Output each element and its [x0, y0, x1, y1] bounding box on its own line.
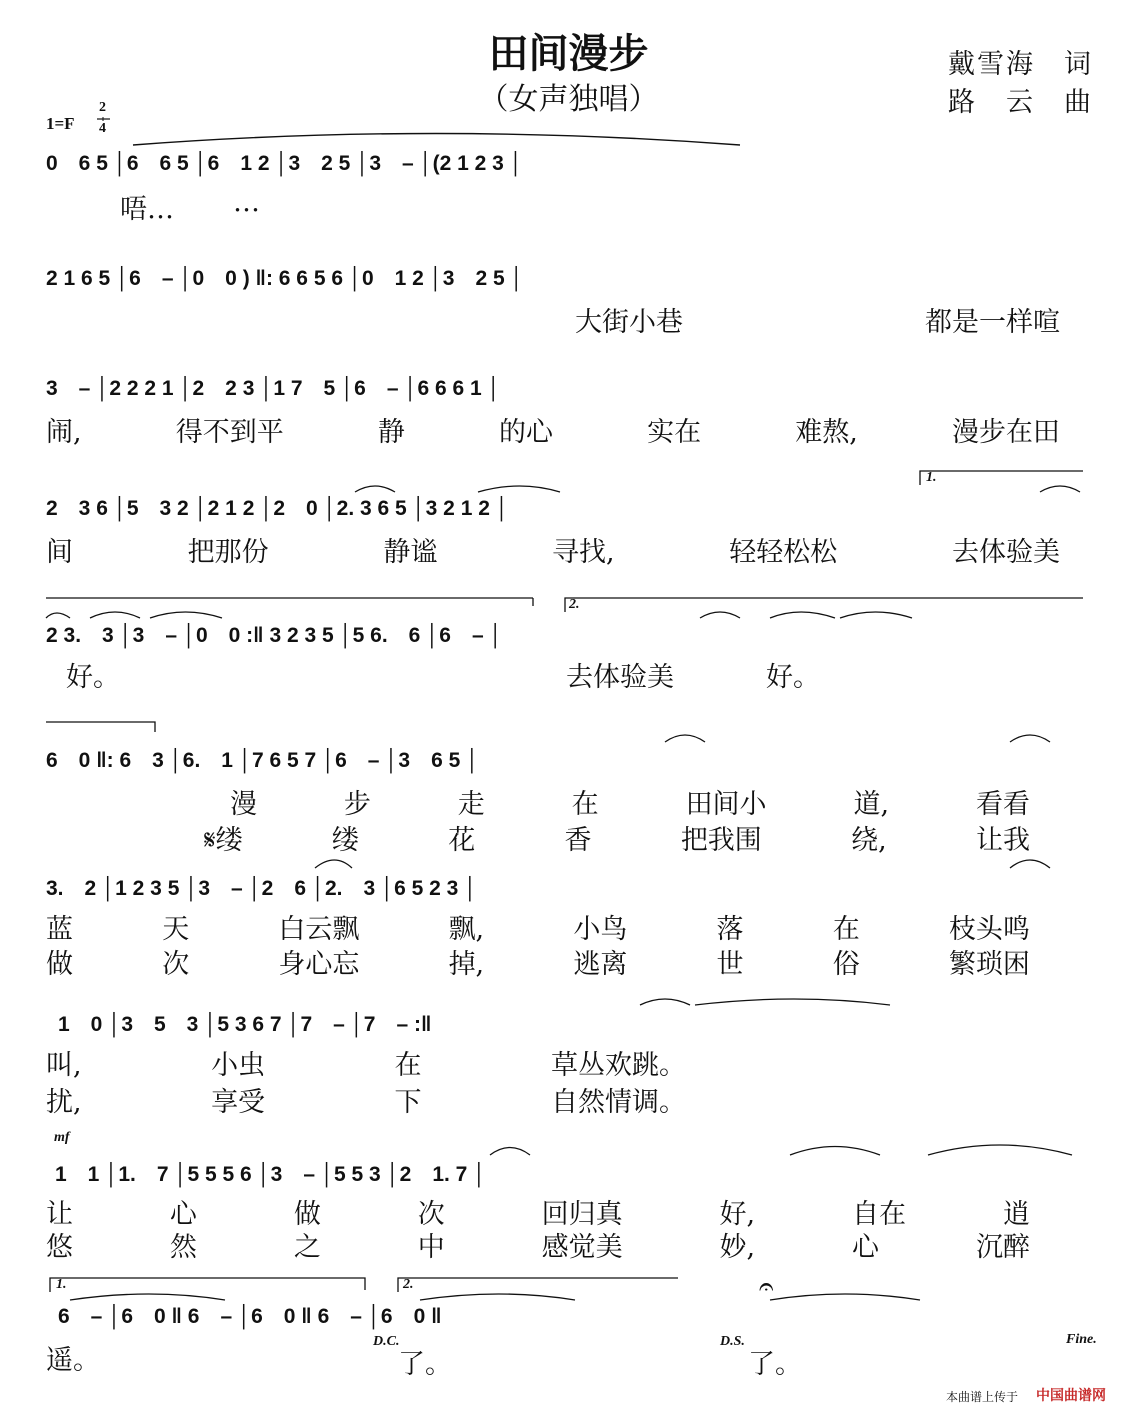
- system-7-lyrics-verse2: [46, 942, 1030, 981]
- lyric: 轻轻松松: [729, 537, 838, 568]
- volta-2-label-end: 2.: [403, 1277, 414, 1292]
- fermata-icon: 𝄐: [759, 1272, 774, 1302]
- lyric: 田间小: [685, 789, 767, 820]
- lyric: 天: [162, 914, 190, 945]
- lyric: 静: [377, 417, 405, 448]
- lyric: …: [233, 187, 260, 218]
- lyric: 漫步在田: [951, 417, 1060, 448]
- system-1-notes: 0 6 5 │6 6 5 │6 1 2 │3 2 5 │3 – │(2 1 2 3 │: [46, 152, 523, 175]
- lyric: 把那份: [187, 537, 269, 568]
- system-5-notes: 2 3. 3 │3 – │0 0 :‖ 3 2 3 5 │5 6. 6 │6 – │: [46, 624, 503, 647]
- lyric: 叫,: [46, 1050, 82, 1081]
- system-7-notes: 3. 2 │1 2 3 5 │3 – │2 6 │2. 3 │6 5 2 3 │: [46, 877, 478, 900]
- dynamic-mf: mf: [54, 1130, 70, 1145]
- lyric: 缕: [331, 825, 359, 856]
- lyric: 俗: [832, 949, 860, 980]
- lyric: 中: [417, 1232, 445, 1263]
- lyric: 飘,: [448, 914, 485, 945]
- lyric: 感觉美: [541, 1232, 623, 1263]
- lyric: 间: [46, 537, 73, 568]
- lyric: 实在: [647, 417, 702, 448]
- da-capo-marker: D.C.: [373, 1334, 400, 1349]
- time-signature-top: 2: [99, 100, 106, 115]
- system-4-notes: 2 3 6 │5 3 2 │2 1 2 │2 0 │2. 3 6 5 │3 2 1 2 │: [46, 497, 509, 520]
- system-8-lyrics: [46, 1043, 686, 1082]
- system-8-lyrics-verse2: [46, 1080, 686, 1119]
- lyric: 都是一样喧: [925, 307, 1060, 338]
- lyric: 悠: [46, 1232, 73, 1263]
- upload-note: 本曲谱上传于: [946, 1390, 1019, 1404]
- lyric: 下: [394, 1087, 422, 1118]
- lyric: 身心忘: [278, 949, 360, 980]
- key-signature: 1=F: [46, 114, 75, 133]
- lyric: 寻找,: [552, 537, 615, 568]
- fine-marker: Fine.: [1066, 1332, 1097, 1347]
- lyric: 做: [293, 1199, 321, 1230]
- lyric: 心: [169, 1199, 197, 1230]
- volta-2-label: 2.: [569, 597, 580, 612]
- lyric: 看看: [975, 789, 1030, 820]
- lyric: 把我围: [680, 825, 762, 856]
- lyric: 小虫: [211, 1050, 266, 1081]
- lyric: 唔…: [120, 194, 174, 225]
- lyric: 难熬,: [795, 417, 858, 448]
- lyric: 大街小巷: [575, 307, 683, 338]
- lyric: 得不到平: [175, 417, 284, 448]
- system-10-notes: 6 – │6 0 ‖ 6 – │6 0 ‖ 6 – │6 0 ‖: [58, 1305, 442, 1328]
- lyric: 做: [46, 949, 73, 980]
- lyric: 绕,: [851, 825, 887, 856]
- site-logo: 中国曲谱网: [1036, 1388, 1106, 1404]
- lyric: 道,: [853, 789, 890, 820]
- lyric: 香: [564, 825, 592, 856]
- system-2-notes: 2 1 6 5 │6 – │0 0 ) ‖: 6 6 5 6 │0 1 2 │3 2 5 │: [46, 267, 524, 290]
- lyric: 了。: [398, 1349, 452, 1380]
- system-9-notes: 1 1 │1. 7 │5 5 5 6 │3 – │5 5 3 │2 1. 7 │: [55, 1163, 487, 1186]
- lyric: 逃离: [573, 949, 628, 980]
- lyric: 扰,: [46, 1087, 82, 1118]
- lyric: 漫: [230, 789, 257, 820]
- lyric: 的心: [498, 417, 553, 448]
- song-subtitle: （女声独唱）: [478, 82, 659, 117]
- lyric: 好。: [66, 662, 120, 693]
- lyric: 走: [457, 789, 485, 820]
- lyric: 世: [716, 949, 744, 980]
- lyric: 次: [162, 949, 190, 980]
- lyric: 白云飘: [278, 914, 360, 945]
- lyric: 在: [394, 1050, 422, 1081]
- system-4-lyrics: [46, 530, 1060, 569]
- song-title: 田间漫步: [488, 30, 649, 77]
- time-signature-bottom: 4: [99, 121, 106, 136]
- lyric: 享受: [211, 1087, 266, 1118]
- system-6-notes: 6 0 ‖: 6 3 │6. 1 │7 6 5 7 │6 – │3 6 5 │: [46, 749, 480, 772]
- lyric: 让我: [976, 825, 1030, 856]
- lyric: 在: [571, 789, 599, 820]
- system-3-notes: 3 – │2 2 2 1 │2 2 3 │1 7 5 │6 – │6 6 6 1 │: [46, 377, 501, 400]
- lyric: 回归真: [541, 1199, 623, 1230]
- lyric: 遥。: [46, 1345, 100, 1376]
- lyric: 花: [448, 825, 476, 856]
- lyric: 自然情调。: [551, 1087, 686, 1118]
- system-6-lyrics: [230, 782, 1030, 821]
- system-8-notes: 1 0 │3 5 3 │5 3 6 7 │7 – │7 – :‖: [58, 1013, 432, 1036]
- system-3-lyrics: [46, 410, 1060, 449]
- system-1-lyrics: [120, 187, 260, 226]
- lyric: 小鸟: [573, 914, 628, 945]
- volta-1-label-end: 1.: [56, 1277, 67, 1292]
- dal-segno-marker: D.S.: [720, 1334, 745, 1349]
- lyric: 闹,: [46, 417, 82, 448]
- lyric: 自在: [852, 1199, 907, 1230]
- lyricist-credit: 戴雪海 词: [948, 49, 1093, 80]
- lyric: 了。: [748, 1349, 802, 1380]
- lyric: 妙,: [719, 1232, 756, 1263]
- lyric: 掉,: [448, 949, 485, 980]
- lyric: 心: [852, 1232, 880, 1263]
- lyric: 然: [169, 1232, 197, 1263]
- composer-credit: 路 云 曲: [948, 87, 1093, 118]
- lyric: 逍: [1002, 1199, 1030, 1230]
- lyric: 𝄋缕: [204, 825, 243, 856]
- system-9-lyrics-verse2: [46, 1225, 1030, 1264]
- lyric: 去体验美: [566, 662, 674, 693]
- lyric: 好,: [719, 1199, 756, 1230]
- lyric: 次: [417, 1199, 445, 1230]
- lyric: 静谧: [383, 537, 438, 568]
- lyric: 落: [716, 914, 744, 945]
- lyric: 沉醉: [975, 1232, 1030, 1263]
- lyric: 繁琐困: [948, 949, 1030, 980]
- system-2-lyrics: [575, 300, 1060, 339]
- lyric: 草丛欢跳。: [551, 1050, 686, 1081]
- lyric: 让: [46, 1199, 73, 1230]
- lyric: 在: [832, 914, 860, 945]
- lyric: 之: [293, 1232, 321, 1263]
- lyric: 好。: [766, 662, 820, 693]
- volta-1-label: 1.: [926, 470, 937, 485]
- lyric: 去体验美: [951, 537, 1060, 568]
- lyric: 步: [343, 789, 371, 820]
- lyric: 蓝: [46, 914, 73, 945]
- system-7-lyrics: [46, 907, 1030, 946]
- lyric: 枝头鸣: [948, 914, 1030, 945]
- system-6-lyrics-verse2: [204, 818, 1030, 857]
